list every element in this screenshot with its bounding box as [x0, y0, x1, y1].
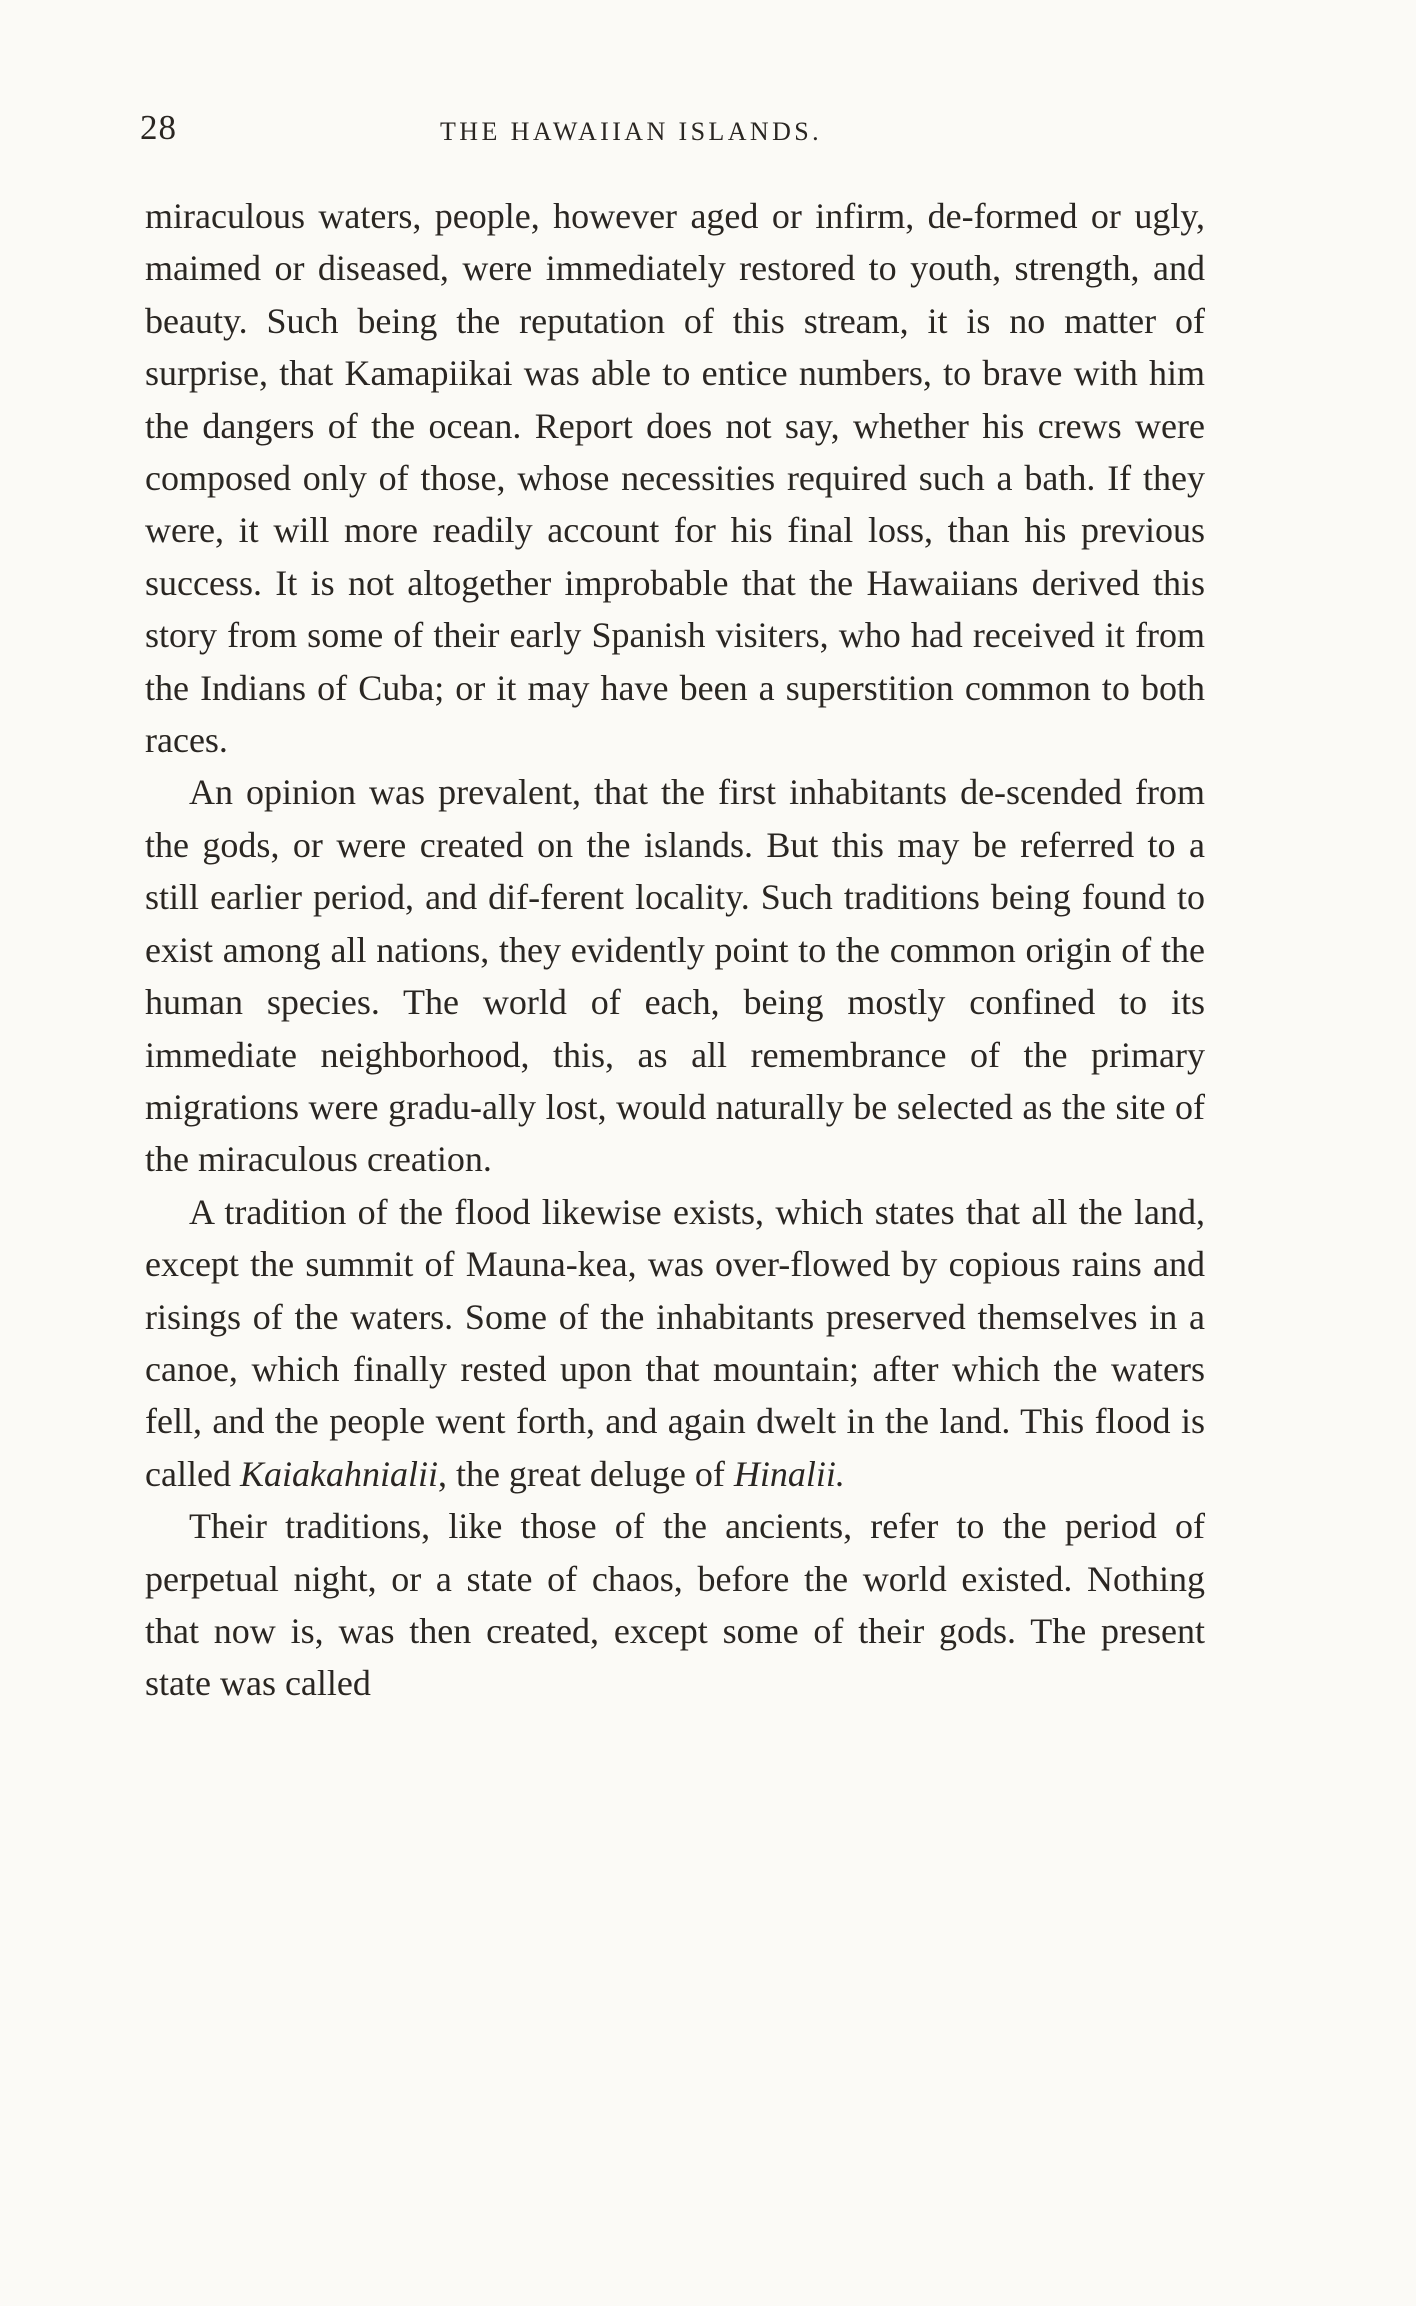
paragraph-2 — [145, 766, 1205, 1185]
paragraph-2-text: An opinion was prevalent, that the first inhabitants de-scended from the gods, or were created on the islands. But this may be referred to a still earlier period, and dif-ferent locality. Such traditions being found to exist among all nations, they evidently point to the common origin of the human species. The world of each, being mostly confined to its immediate neighborhood, this, as all remembrance of the primary migrations were gradu-ally lost, would naturally be selected as the site of the miraculous creation. — [145, 772, 1205, 1180]
paragraph-3-text-a: A tradition of the flood likewise exists, which states that all the land, except the summit of Mauna-kea, was over-flowed by copious rains and risings of the waters. Some of the inhabitants preserved themselves in a canoe, which finally rested upon that mountain; after which the waters fell, and the people went forth, and again dwelt in the land. This flood is called — [145, 1191, 1205, 1494]
paragraph-3 — [145, 1186, 1205, 1500]
paragraph-3-text-b: , the great deluge of — [437, 1453, 734, 1494]
body-text — [145, 190, 1205, 1710]
running-title: THE HAWAIIAN ISLANDS. — [440, 117, 823, 146]
paragraph-1 — [145, 190, 1205, 766]
paragraph-4-text: Their traditions, like those of the ancients, refer to the period of perpetual night, or a state of chaos, before the world existed. Nothing that now is, was then created, except some of their gods. The present state was called — [145, 1506, 1205, 1704]
hinalii-name: Hinalii. — [733, 1453, 845, 1494]
deluge-name: Kaiakahnialii — [239, 1453, 438, 1494]
paragraph-1-text: miraculous waters, people, however aged or infirm, de-formed or ugly, maimed or diseased, were immediately restored to youth, strength, and beauty. Such being the reputation of this stream, it is no matter of surprise, that Kamapiikai was able to entice numbers, to brave with him the dangers of the ocean. Report does not say, whether his crews were composed only of those, whose necessities required such a bath. If they were, it will more readily account for his final loss, than his previous success. It is not altogether improbable that the Hawaiians derived this story from some of their early Spanish visiters, who had received it from the Indians of Cuba; or it may have been a superstition common to both races. — [145, 196, 1205, 761]
running-head — [140, 108, 1210, 158]
page-number: 28 — [140, 108, 177, 147]
paragraph-4 — [145, 1500, 1205, 1710]
